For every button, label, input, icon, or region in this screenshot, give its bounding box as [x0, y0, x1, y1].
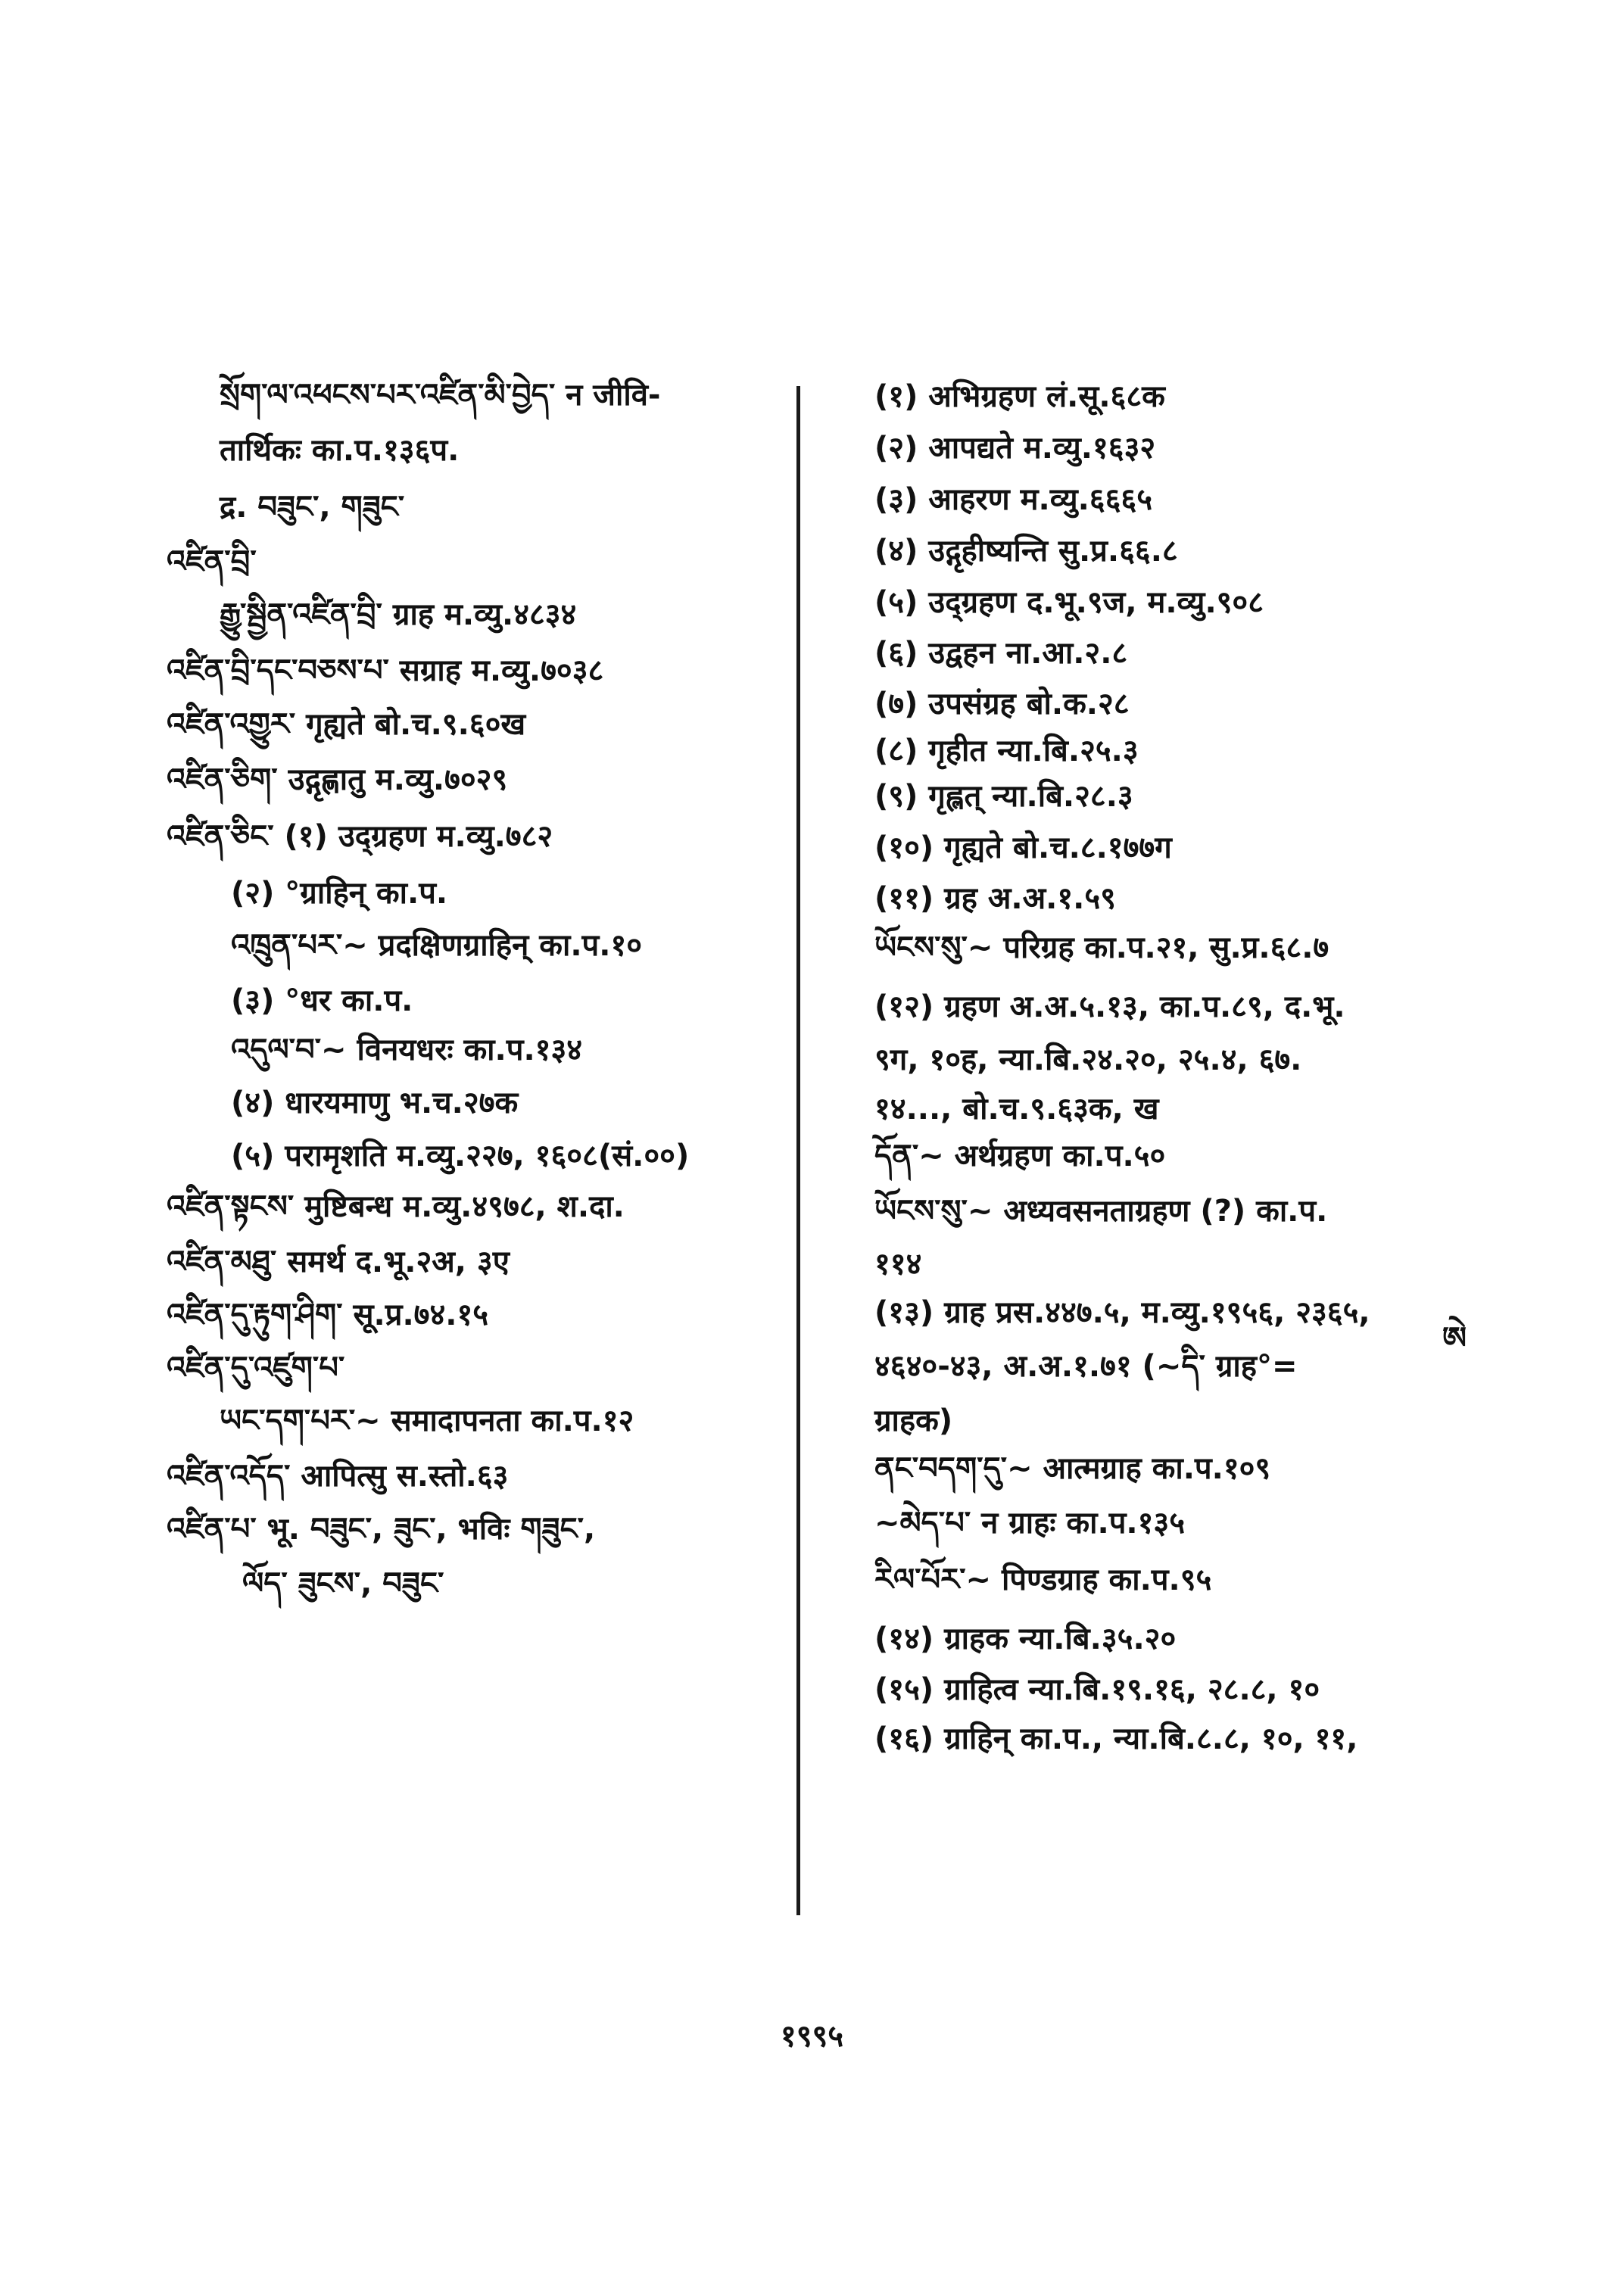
entry-line: ९ग, १०ह, न्या.बि.२४.२०, २५.४, ६७.	[874, 1042, 1302, 1077]
entry-line: (४) धारयमाणु भ.च.२७क	[231, 1086, 519, 1120]
entry-line: (११) ग्रह अ.अ.१.५९	[874, 881, 1116, 916]
entry-line: འཛིན་མཐུ་ समर्थ द.भू.२अ, ३ए	[167, 1245, 510, 1279]
entry-line: (१०) गृह्यते बो.च.८.१७७ग	[874, 830, 1172, 865]
entry-line: ལོད་ ཟུངས་, བཟུང་	[242, 1566, 444, 1601]
margin-mark: ཨེ	[1442, 1321, 1467, 1356]
entry-line: ४६४०-४३, अ.अ.१.७१ (~དི་ ग्राह°=	[874, 1349, 1298, 1384]
entry-line: འཛིན་པ་ भू. བཟུང་, ཟུང་, भविः གཟུང་,	[167, 1512, 596, 1547]
entry-line: འཛིན་དུ་འཛུག་པ་	[167, 1351, 345, 1385]
entry-line: (४) उद्गृहीष्यन्ति सु.प्र.६६.८	[874, 534, 1178, 569]
entry-line: འཛིན་བྲི་དང་བཅས་པ་ सग्राह म.व्यु.७०३८	[167, 653, 604, 688]
entry-line: (२) °ग्राहिन् का.प.	[231, 876, 448, 911]
entry-line: འདུལ་བ་~ विनयधरः का.प.१३४	[231, 1033, 583, 1067]
entry-line: དོན་~ अर्थग्रहण का.प.५०	[874, 1139, 1166, 1173]
entry-line: ग्राहक)	[874, 1404, 953, 1438]
entry-line: འཛིན་འགྱུར་ गृह्यते बो.च.९.६०ख	[167, 707, 526, 742]
entry-line: (३) °धर का.प.	[231, 983, 413, 1018]
entry-line: ཡོངས་སུ་~ परिग्रह का.प.२१, सु.प्र.६८.७	[874, 930, 1329, 965]
entry-line: (८) गृहीत न्या.बि.२५.३	[874, 734, 1139, 768]
page-number: १९९५	[780, 2019, 844, 2054]
entry-line: (१५) ग्राहित्व न्या.बि.१९.१६, २८.८, १०	[874, 1672, 1320, 1707]
entry-line: (९) गृह्लत् न्या.बि.२८.३	[874, 779, 1133, 814]
entry-line: ११४	[874, 1247, 922, 1282]
entry-line: (२) आपद्यते म.व्यु.१६३२	[874, 431, 1156, 466]
entry-line: (७) उपसंग्रह बो.क.२८	[874, 687, 1130, 721]
entry-line: འཛིན་དུ་རྟུག་ཤིག་ सू.प्र.७४.१५	[167, 1298, 489, 1332]
entry-line: (१३) ग्राह प्रस.४४७.५, म.व्यु.१९५६, २३६५,	[874, 1295, 1370, 1330]
entry-line: (१२) ग्रहण अ.अ.५.१३, का.प.८९, द.भू.	[874, 989, 1345, 1024]
entry-line: (१) अभिग्रहण लं.सू.६८क	[874, 379, 1165, 414]
entry-line: (१४) ग्राहक न्या.बि.३५.२०	[874, 1622, 1177, 1656]
entry-line: द्र. བཟུང་, གཟུང་	[220, 490, 405, 525]
entry-line: (३) आहरण म.व्यु.६६६५	[874, 482, 1153, 517]
entry-line: འཛིན་འདོད་ आपित्सु स.स्तो.६३	[167, 1459, 509, 1494]
entry-line: ནང་བདག་དུ་~ आत्मग्राह का.प.१०९	[874, 1451, 1271, 1486]
entry-line: (६) उद्वहन ना.आ.२.८	[874, 636, 1128, 671]
entry-line: འཛིན་སྟངས་ मुष्टिबन्ध म.व्यु.४९७८, श.दा.	[167, 1189, 625, 1224]
entry-line: ཡང་དག་པར་~ समादापनता का.प.१२	[220, 1404, 634, 1438]
entry-line: སྲོག་ལ་འཕངས་པར་འཛིན་མི་བྱེད་ न जीवि-	[220, 378, 661, 413]
entry-line: तार्थिकः का.प.१३६प.	[220, 433, 460, 468]
entry-line: འཛིན་བྲི་	[167, 544, 257, 579]
column-divider	[796, 386, 800, 1915]
entry-line: རིལ་པོར་~ पिण्डग्राह का.प.९५	[874, 1562, 1212, 1597]
entry-line: (५) उद्ग्रहण द.भू.९ज, म.व्यु.९०८	[874, 585, 1264, 620]
entry-line: རྒྱུ་སྦྱིན་འཛིན་བྲི་ ग्राह म.व्यु.४८३४	[220, 597, 577, 632]
entry-line: འཛིན་ཅིག་ उद्गृह्णातु म.व्यु.७०२९	[167, 762, 508, 797]
entry-line: ~མེད་པ་ न ग्राहः का.प.१३५	[874, 1506, 1186, 1541]
entry-line: (१६) ग्राहिन् का.प., न्या.बि.८.८, १०, ११,	[874, 1721, 1358, 1756]
entry-line: (५) परामृशति म.व्यु.२२७, १६०८(सं.००)	[231, 1139, 690, 1173]
entry-line: འཛིན་ཅིང་ (१) उद्ग्रहण म.व्यु.७८२	[167, 819, 553, 854]
entry-line: ཡོངས་སུ་~ अध्यवसनताग्रहण (?) का.प.	[874, 1194, 1328, 1229]
entry-line: འཁྲུན་པར་~ प्रदक्षिणग्राहिन् का.प.१०	[231, 928, 643, 963]
entry-line: १४..., बो.च.९.६३क, ख	[874, 1092, 1159, 1126]
